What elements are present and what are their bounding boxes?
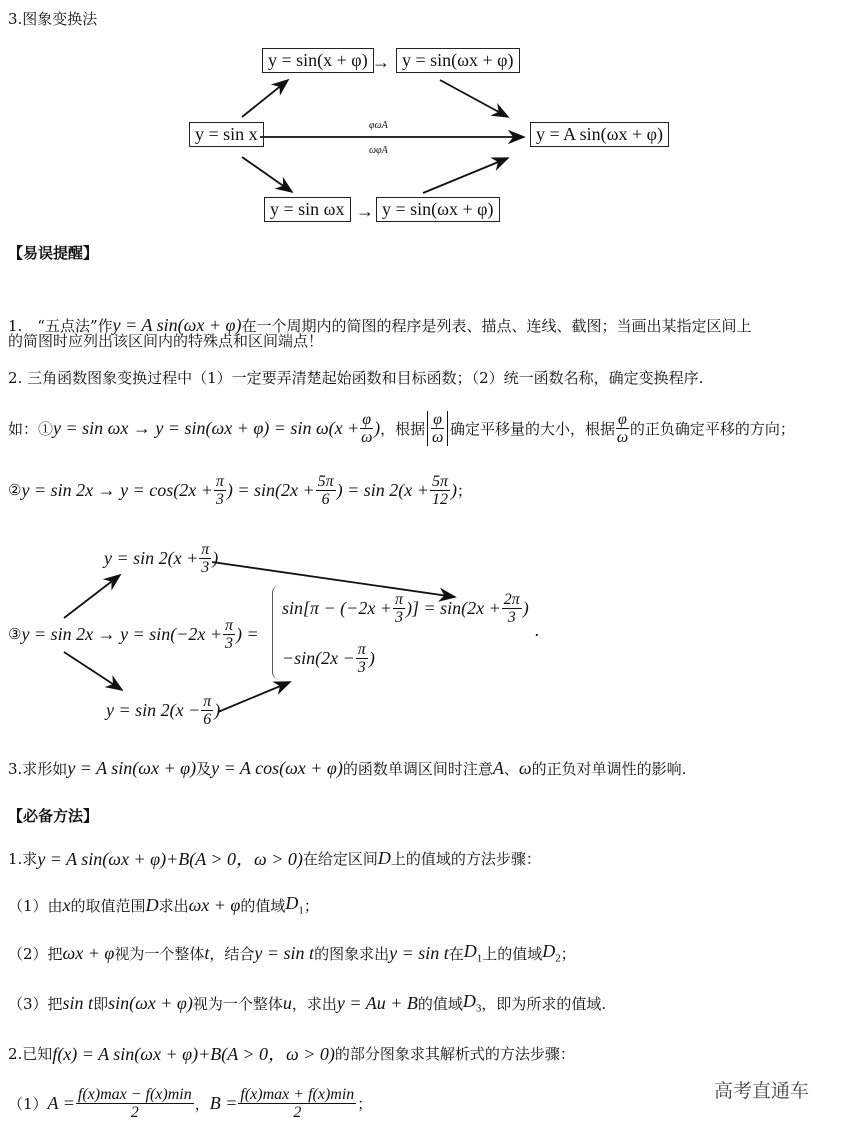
math: y = Au + B [336,992,418,1013]
math: y = sin t [254,942,315,963]
text: 的取值范围 [70,896,146,915]
box-top1: y = sin(x + φ) [262,48,374,73]
math: ) [212,547,219,568]
text: ，结合 [209,944,255,963]
subscript: 3 [475,1002,482,1015]
text: 上的值域的方法步骤： [390,849,541,868]
text: 3.求形如 [8,759,68,778]
math: D [377,847,391,868]
fraction [356,641,368,676]
fraction-numerator: 2π [503,590,520,608]
fraction-numerator: π [394,590,403,608]
math: ) [214,699,221,720]
paragraph [8,746,686,790]
math: B = [209,1092,238,1113]
section-heading-errors: 【易误提醒】 [8,243,99,262]
text: 的函数单调区间时注意 [342,759,493,778]
text: 视为一个整体 [114,944,205,963]
fraction-denominator: 6 [203,710,212,728]
diagram2-middle [8,612,259,656]
fraction [214,473,226,508]
fraction-denominator: 12 [431,490,448,508]
math: f(x) = A sin(ωx + φ)+B(A > 0，ω > 0) [52,1044,335,1064]
section-heading-methods: 【必备方法】 [8,806,99,825]
fraction [616,411,629,446]
math: t [204,942,210,963]
text: 的值域 [240,896,286,915]
math: u [282,992,292,1013]
math: ) [368,647,375,668]
box-top2: y = sin(ωx + φ) [396,48,520,73]
text: 在一个周期内的简图的程序是列表、描点、连线、截图；当画出某指定区间上 [241,316,752,335]
paragraph [8,468,472,512]
math: ) [374,417,381,438]
math: ) = sin 2(x + [336,479,429,500]
fraction-denominator: ω [361,428,373,446]
text: ② [8,481,22,499]
text: ； [456,481,472,500]
arrow [423,158,508,193]
label-below: ωφA [369,145,388,156]
math: )] = sin(2x + [405,597,501,618]
fraction-denominator: 2 [130,1103,139,1121]
fraction-denominator: 3 [357,658,366,676]
math: y = A sin(ωx + φ)+B(A > 0，ω > 0) [37,849,303,869]
math: ) = [236,623,259,644]
fraction-numerator: π [215,472,224,490]
text: ， [194,1094,210,1113]
text: ，根据 [380,419,426,438]
paragraph [8,406,795,450]
fraction [431,411,444,446]
text: ③ [8,625,22,643]
fraction-numerator: f(x)max − f(x)min [77,1085,192,1103]
text: ； [560,944,576,963]
math: y = sin 2x → y = sin(−2x + [21,623,223,644]
math: y = sin 2x → y = cos(2x + [21,479,213,500]
paragraph [8,1031,575,1075]
text: 上的值域 [482,944,543,963]
diagram2-case2 [282,636,375,680]
fraction-numerator: 5π [317,472,334,490]
arrow-right-icon: → [372,51,390,72]
fraction-numerator: φ [362,410,372,428]
math: y = sin ωx → y = sin(ωx + φ) = sin ω(x + [53,417,360,438]
fraction-denominator: 3 [215,490,224,508]
fraction-numerator: φ [618,410,627,428]
text: 在 [448,944,464,963]
arrow [242,157,292,192]
fraction-numerator: φ [433,410,443,428]
arrow-right-icon: → [356,200,374,221]
text: ； [303,896,319,915]
arrow [440,80,508,117]
fraction [430,473,450,508]
arrow [242,80,288,117]
label-above: φωA [369,120,388,131]
fraction [201,693,213,728]
text: （1）由 [8,896,63,915]
subscript: 1 [476,952,483,965]
fraction-numerator: f(x)max + f(x)min [240,1085,355,1103]
fraction-denominator: 3 [201,558,210,576]
fraction [502,591,522,626]
text: 的部分图象求其解析式的方法步骤： [334,1044,575,1063]
math: ωx + φ [188,894,241,915]
math: ) [450,479,457,500]
fraction-denominator: 2 [293,1103,302,1121]
math: D [145,894,159,915]
math: A = [47,1092,75,1113]
text: 2. 三角函数图象变换过程中（1）一定要弄清楚起始函数和目标函数；（2）统一函数名称，确定变换程序. [8,368,704,387]
math: ) [522,597,529,618]
math: y = A cos(ωx + φ) [211,757,343,778]
box-start: y = sin x [189,122,264,147]
math: $D_3$ [462,991,482,1015]
text: ，即为所求的值域. [481,994,607,1013]
math: $D_1$ [285,893,304,917]
paragraph [8,836,541,880]
box-bottom1: y = sin ωx [264,197,351,222]
paragraph [8,355,703,399]
text: 即 [93,994,109,1013]
box-end: y = A sin(ωx + φ) [530,122,669,147]
text: 1.求 [8,849,38,868]
text: 的值域 [417,994,463,1013]
text: ； [357,1094,373,1113]
arrow [218,682,290,712]
text: 如：① [8,419,54,438]
arrow [64,652,122,690]
fraction-denominator: 3 [394,608,403,626]
fraction [316,473,336,508]
diagram2-period [535,608,540,652]
math: y = sin 2(x + [104,547,199,568]
text: （2）把 [8,944,63,963]
fraction-numerator: 5π [431,472,448,490]
box-bottom2: y = sin(ωx + φ) [376,197,500,222]
fraction [223,617,235,652]
fraction [393,591,405,626]
text: 及 [196,759,212,778]
text: 确定平移量的大小，根据 [450,419,616,438]
math: ωx + φ [62,942,115,963]
paragraph [8,931,576,975]
text: 1. “五点法”作 [8,316,113,335]
fraction [199,541,211,576]
math: −sin(2x − [282,647,355,668]
math: sin t [62,992,94,1013]
fraction-denominator: 3 [507,608,516,626]
subscript: 2 [555,952,561,965]
text: 的正负对单调性的影响. [531,759,687,778]
math: y = A sin(ωx + φ) [67,757,197,778]
brace [272,585,281,680]
text: 的正负确定平移的方向； [629,419,795,438]
watermark: 高考直通车 [714,1080,810,1102]
fraction-denominator: 6 [321,490,330,508]
math: sin(ωx + φ) [108,992,193,1013]
text: ，求出 [291,994,337,1013]
diagram2-bottom [106,688,220,732]
fraction-denominator: 3 [225,634,234,652]
fraction-denominator: ω [616,428,629,446]
fraction-numerator: π [357,640,366,658]
paragraph [8,883,319,927]
text: 视为一个整体 [192,994,283,1013]
math: $D_2$ [542,941,561,965]
math: $D_1$ [463,941,483,965]
text: 的简图时应列出该区间内的特殊点和区间端点！ [8,331,324,350]
math: x [62,894,71,915]
text: 在给定区间 [302,849,378,868]
fraction [360,411,373,446]
fraction-denominator: ω [431,428,444,446]
paragraph [8,981,606,1025]
paragraph [8,1081,372,1125]
math: ) = sin(2x + [226,479,315,500]
fraction-numerator: π [203,692,212,710]
math: . [535,619,540,640]
text: （1） [8,1094,48,1113]
math: ω [518,757,532,778]
text: 的图象求出 [314,944,390,963]
fraction-numerator: π [201,540,210,558]
fraction-numerator: π [225,616,234,634]
text: （3）把 [8,994,63,1013]
math: y = sin 2(x − [106,699,201,720]
fraction [76,1086,194,1121]
math: y = sin t [389,942,449,963]
math: A [492,757,504,778]
math: y = A sin(ωx + φ) [112,314,242,335]
math: sin[π − (−2x + [282,597,392,618]
text: 2.已知 [8,1044,53,1063]
fraction [238,1086,356,1121]
text: 求出 [158,896,189,915]
subscript: 1 [298,904,304,917]
text: 、 [503,759,519,778]
diagram2-case1 [282,586,529,630]
absolute-value [427,411,448,446]
section-title: 3.图象变换法 [8,9,98,28]
diagram2-top [104,536,218,580]
